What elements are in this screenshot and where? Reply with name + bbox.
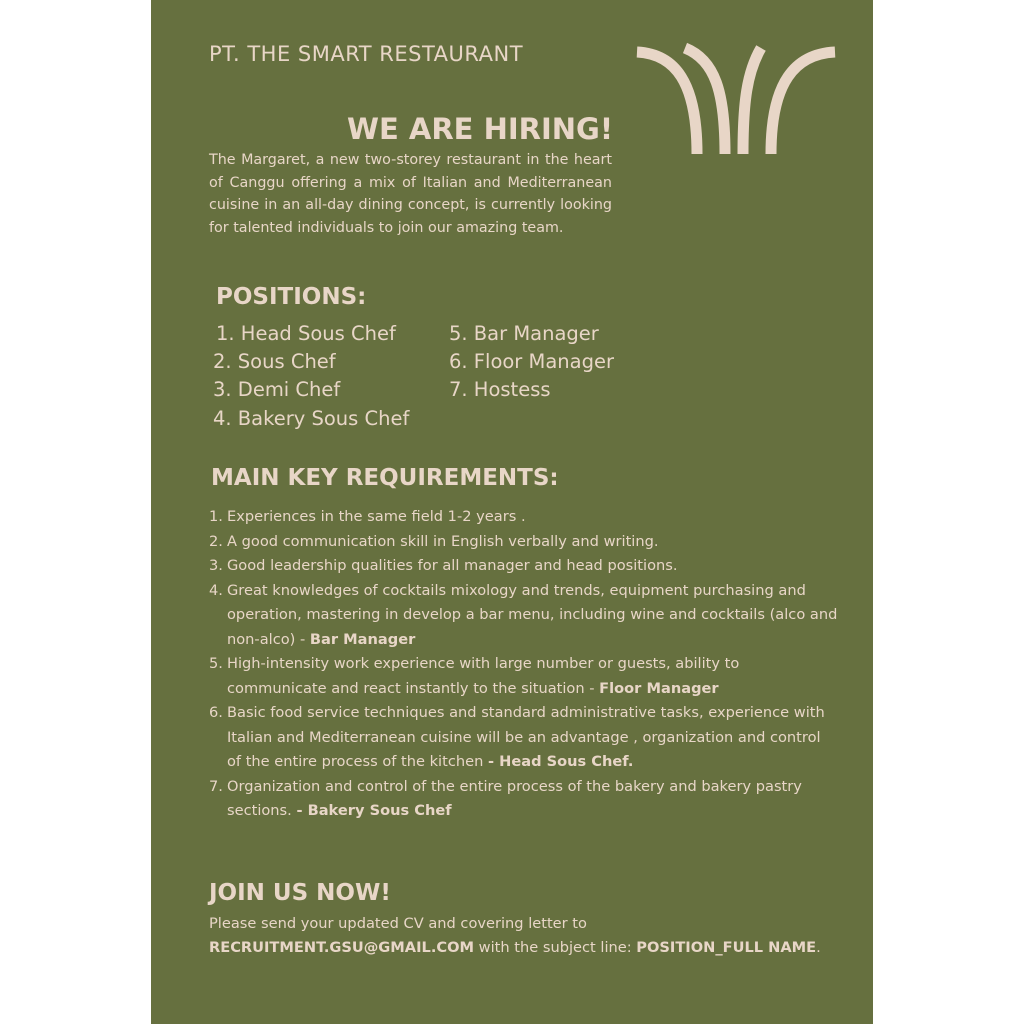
position-item: 1. Head Sous Chef — [216, 322, 396, 345]
requirement-item — [209, 701, 839, 775]
requirement-role: Bar Manager — [309, 630, 416, 648]
requirement-item — [209, 579, 839, 653]
requirement-text: Organization and control of the entire process of the bakery and bakery pastry sections. — [227, 777, 802, 819]
requirement-text: Experiences in the same field 1-2 years . — [227, 508, 526, 525]
requirement-text: A good communication skill in English verbally and writing. — [227, 532, 659, 550]
intro-paragraph: The Margaret, a new two-storey restaurant in the heart of Canggu offering a mix of Italian and Mediterranean cuisine in an all-day dining concept, is currently looking for talented individuals to join our amazing team. — [209, 152, 612, 236]
position-item: 5. Bar Manager — [449, 322, 599, 345]
positions-heading: POSITIONS: — [216, 284, 367, 310]
requirement-text: Good leadership qualities for all manager and head positions. — [227, 557, 678, 574]
requirement-number: 6. — [209, 704, 223, 721]
position-item: 3. Demi Chef — [213, 378, 341, 401]
requirement-item — [209, 505, 839, 530]
hiring-heading: WE ARE HIRING! — [347, 112, 614, 146]
requirements-heading: MAIN KEY REQUIREMENTS: — [211, 465, 559, 491]
requirement-role: - Bakery Sous Chef — [296, 802, 452, 819]
arches-logo-icon — [635, 42, 841, 158]
join-paragraph — [209, 912, 839, 959]
requirement-role: - Head Sous Chef. — [487, 753, 634, 770]
requirement-text: High-intensity work experience with large number or guests, ability to communicate and react instantly to the situation - — [227, 655, 740, 697]
position-item: 4. Bakery Sous Chef — [213, 407, 410, 430]
requirement-number: 2. — [209, 532, 223, 550]
position-item: 6. Floor Manager — [449, 350, 614, 373]
requirements-list — [209, 505, 839, 824]
requirement-number: 7. — [209, 777, 223, 795]
requirement-item — [209, 530, 839, 555]
requirement-item — [209, 775, 839, 824]
requirement-role: Floor Manager — [599, 679, 719, 697]
position-item: 7. Hostess — [449, 378, 551, 401]
company-name: PT. THE SMART RESTAURANT — [209, 42, 524, 66]
requirement-text: Basic food service techniques and standard administrative tasks, experience with Italian and Mediterranean cuisine will be an advantage , organization and control of the entire process of the kitchen — [227, 704, 825, 770]
requirement-item — [209, 652, 839, 701]
hiring-poster — [151, 0, 873, 1024]
requirement-number: 1. — [209, 508, 223, 525]
requirement-text: Great knowledges of cocktails mixology and trends, equipment purchasing and operation, mastering in develop a bar menu, including wine and cocktails (alco and non-alco) - — [227, 581, 838, 648]
requirement-number: 5. — [209, 655, 223, 672]
join-line: Please send your updated CV and covering letter to — [209, 915, 587, 932]
requirement-number: 3. — [209, 557, 223, 574]
subject-line: POSITION_FULL NAME — [636, 938, 817, 956]
position-item: 2. Sous Chef — [213, 350, 336, 373]
email-address[interactable]: RECRUITMENT.GSU@GMAIL.COM — [209, 938, 475, 956]
join-heading: JOIN US NOW! — [209, 880, 391, 906]
join-end: . — [816, 938, 821, 956]
requirement-number: 4. — [209, 581, 223, 599]
join-mid-text: with the subject line: — [474, 938, 637, 956]
requirement-item — [209, 554, 839, 579]
